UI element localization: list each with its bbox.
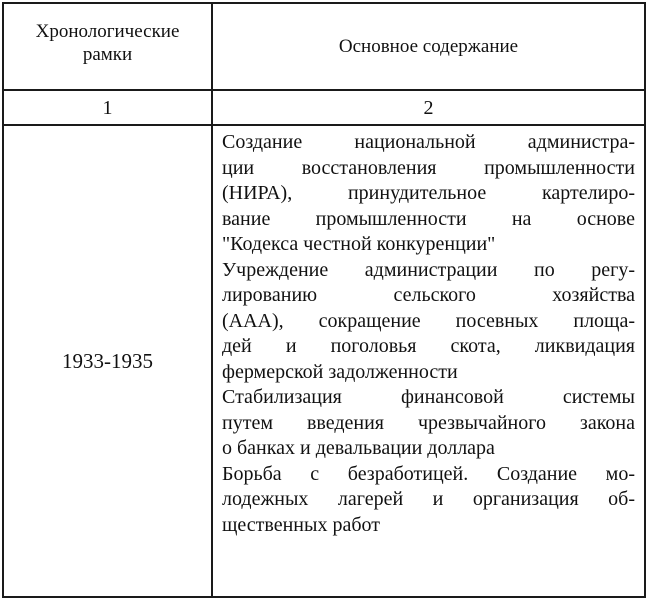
table-row (3, 125, 645, 597)
text-line: Создание национальной администра- (222, 131, 635, 153)
text-line: вание промышленности на основе (222, 207, 635, 230)
content-cell (212, 125, 645, 597)
header-row (3, 3, 645, 90)
header-period-line-2: рамки (82, 44, 133, 65)
text-line: Борьба с безработицей. Создание мо- (222, 462, 635, 485)
header-cell-period (3, 3, 212, 90)
period-cell: 1933-1935 (3, 125, 212, 597)
text-line: ции восстановления промышленности (222, 156, 635, 179)
text-line: лированию сельского хозяйства (222, 284, 635, 306)
paragraph-nira (222, 130, 635, 258)
paragraph-unemployment (222, 462, 635, 539)
column-number-2: 2 (212, 90, 645, 125)
column-number-1: 1 (3, 90, 212, 125)
header-period-line-1: Хронологические (35, 21, 180, 42)
chronology-table (2, 2, 646, 598)
header-cell-content (212, 3, 645, 90)
text-line: щественных работ (222, 513, 380, 536)
text-line: "Кодекса честной конкуренции" (222, 233, 496, 255)
text-line: дей и поголовья скота, ликвидация (222, 335, 635, 357)
text-line: о банках и девальвации доллара (222, 437, 495, 459)
text-line: (НИРА), принудительное картелиро- (222, 182, 635, 204)
text-line: (ААА), сокращение посевных площа- (222, 309, 635, 332)
text-line: лодежных лагерей и организация об- (222, 488, 635, 510)
paragraph-finance (222, 385, 635, 462)
text-line: путем введения чрезвычайного закона (222, 411, 635, 434)
text-line: фермерской задолженности (222, 360, 458, 383)
column-number-row (3, 90, 645, 125)
paragraph-aaa (222, 258, 635, 386)
text-line: Учреждение администрации по регу- (222, 258, 635, 281)
header-content-label: Основное содержание (338, 36, 519, 57)
text-line: Стабилизация финансовой системы (222, 386, 635, 408)
